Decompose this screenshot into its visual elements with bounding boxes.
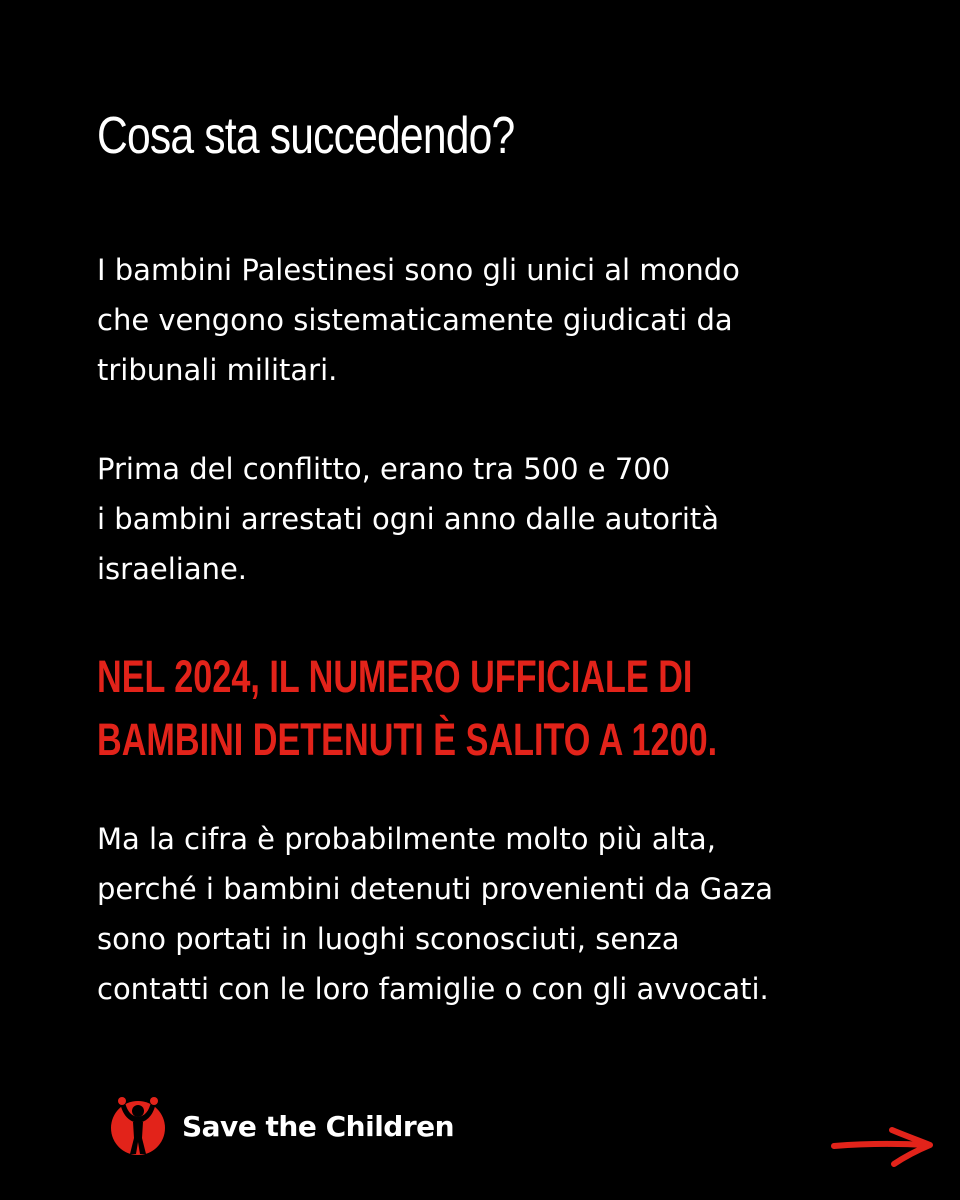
right-arrow-icon[interactable] bbox=[830, 1124, 940, 1170]
closing-paragraph-line: Ma la cifra è probabilmente molto più alta, bbox=[97, 822, 716, 856]
intro-paragraph bbox=[97, 245, 740, 395]
brand-name: Save the Children bbox=[182, 1109, 455, 1143]
highlight-line: BAMBINI DETENUTI È SALITO A 1200. bbox=[97, 714, 718, 765]
intro-paragraph-line: I bambini Palestinesi sono gli unici al mondo bbox=[97, 253, 740, 287]
prewar-paragraph bbox=[97, 444, 719, 594]
closing-paragraph-line: sono portati in luoghi sconosciuti, senza bbox=[97, 922, 680, 956]
page-title: Cosa sta succedendo? bbox=[97, 107, 515, 165]
closing-paragraph-line: perché i bambini detenuti provenienti da Gaza bbox=[97, 872, 773, 906]
closing-paragraph bbox=[97, 814, 773, 1014]
save-the-children-logo-icon bbox=[106, 1094, 170, 1158]
intro-paragraph-line: tribunali militari. bbox=[97, 353, 338, 387]
intro-paragraph-line: che vengono sistematicamente giudicati da bbox=[97, 303, 733, 337]
highlight-statement bbox=[97, 645, 717, 771]
closing-paragraph-line: contatti con le loro famiglie o con gli avvocati. bbox=[97, 972, 769, 1006]
brand-logo bbox=[106, 1094, 454, 1158]
prewar-paragraph-line: Prima del conflitto, erano tra 500 e 700 bbox=[97, 452, 671, 486]
prewar-paragraph-line: israeliane. bbox=[97, 552, 248, 586]
prewar-paragraph-line: i bambini arrestati ogni anno dalle autorità bbox=[97, 502, 720, 536]
highlight-line: NEL 2024, IL NUMERO UFFICIALE DI bbox=[97, 651, 693, 702]
